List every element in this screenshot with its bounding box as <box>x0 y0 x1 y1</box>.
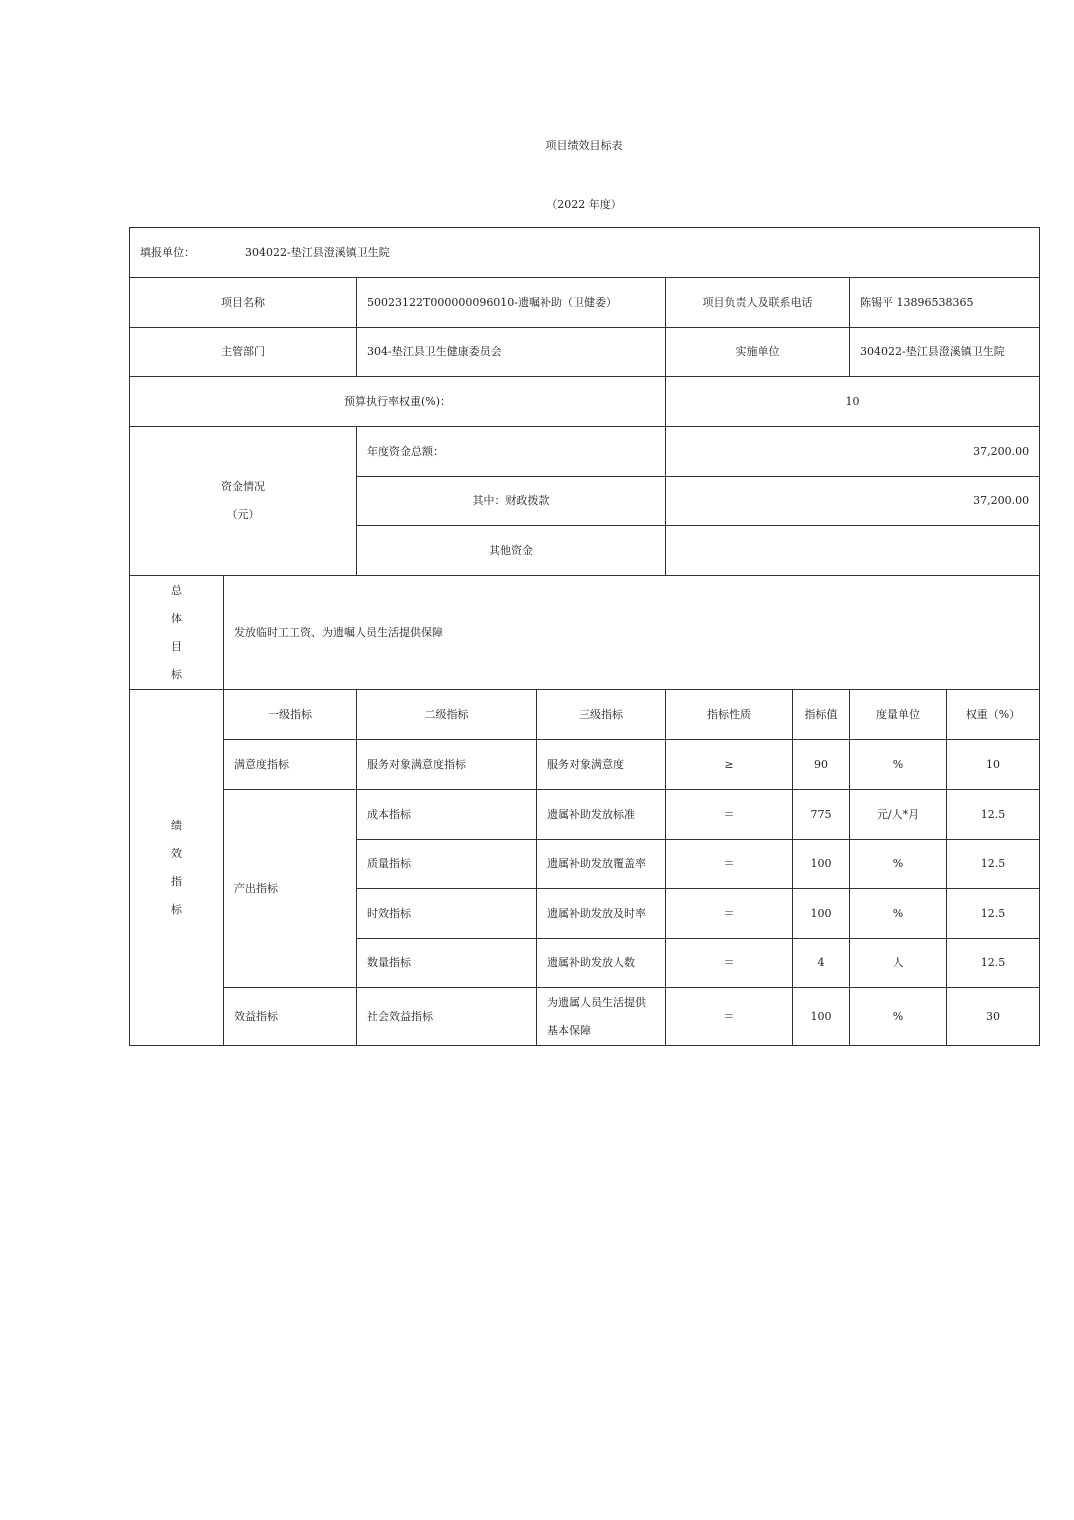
level3-cell: 遗属补助发放标准 <box>537 790 666 840</box>
header-level3: 三级指标 <box>537 690 666 740</box>
filling-unit-row <box>130 228 1040 278</box>
weight-cell: 10 <box>947 740 1040 790</box>
level2-cell: 时效指标 <box>357 889 537 939</box>
funds-other-label: 其他资金 <box>357 526 666 576</box>
funds-total-row <box>130 427 1040 477</box>
unit-cell: 元/人*月 <box>850 790 947 840</box>
level1-cell: 产出指标 <box>224 790 357 988</box>
budget-rate-value: 10 <box>666 377 1040 427</box>
level3-cell: 遗属补助发放覆盖率 <box>537 840 666 889</box>
weight-cell: 30 <box>947 988 1040 1046</box>
funds-total-label: 年度资金总额： <box>357 427 666 477</box>
perf-label: 绩 效 指 标 <box>130 690 224 1046</box>
overall-goal-label: 总 体 目 标 <box>130 576 224 690</box>
level3-cell: 遗属补助发放人数 <box>537 939 666 988</box>
project-name-value: 50023122T000000096010-遗嘱补助（卫健委） <box>357 278 666 328</box>
funds-label: 资金情况 <box>221 480 265 493</box>
overall-goal-row <box>130 576 1040 690</box>
header-level1: 一级指标 <box>224 690 357 740</box>
header-value: 指标值 <box>793 690 850 740</box>
header-level2: 二级指标 <box>357 690 537 740</box>
project-name-row <box>130 278 1040 328</box>
unit-cell: % <box>850 740 947 790</box>
nature-cell: ＝ <box>666 939 793 988</box>
nature-cell: ＝ <box>666 790 793 840</box>
level2-cell: 质量指标 <box>357 840 537 889</box>
level2-cell: 服务对象满意度指标 <box>357 740 537 790</box>
project-name-label: 项目名称 <box>130 278 357 328</box>
dept-value: 304-垫江县卫生健康委员会 <box>357 328 666 377</box>
nature-cell: ＝ <box>666 840 793 889</box>
header-weight: 权重（%） <box>947 690 1040 740</box>
impl-unit-value: 304022-垫江县澄溪镇卫生院 <box>850 328 1040 377</box>
dept-label: 主管部门 <box>130 328 357 377</box>
header-nature: 指标性质 <box>666 690 793 740</box>
project-lead-label: 项目负责人及联系电话 <box>666 278 850 328</box>
nature-cell: ＝ <box>666 988 793 1046</box>
weight-cell: 12.5 <box>947 790 1040 840</box>
nature-cell: ＝ <box>666 889 793 939</box>
level2-cell: 社会效益指标 <box>357 988 537 1046</box>
impl-unit-label: 实施单位 <box>666 328 850 377</box>
value-cell: 100 <box>793 840 850 889</box>
level2-cell: 数量指标 <box>357 939 537 988</box>
funds-label-cell <box>130 427 357 576</box>
performance-target-table <box>129 227 1040 1046</box>
report-year: （2022 年度） <box>546 198 622 211</box>
nature-cell: ≥ <box>666 740 793 790</box>
level2-cell: 成本指标 <box>357 790 537 840</box>
funds-fiscal-value: 37,200.00 <box>666 477 1040 526</box>
unit-cell: % <box>850 840 947 889</box>
level1-cell: 满意度指标 <box>224 740 357 790</box>
value-cell: 775 <box>793 790 850 840</box>
filling-unit-cell <box>130 228 1040 278</box>
funds-total-value: 37,200.00 <box>666 427 1040 477</box>
filling-unit-value: 304022-垫江县澄溪镇卫生院 <box>245 245 390 259</box>
unit-cell: 人 <box>850 939 947 988</box>
project-lead-value: 陈锡平 13896538365 <box>850 278 1040 328</box>
funds-other-value <box>666 526 1040 576</box>
funds-unit: （元） <box>226 508 260 521</box>
dept-row <box>130 328 1040 377</box>
weight-cell: 12.5 <box>947 939 1040 988</box>
level1-cell: 效益指标 <box>224 988 357 1046</box>
value-cell: 4 <box>793 939 850 988</box>
level3-cell: 服务对象满意度 <box>537 740 666 790</box>
header-unit: 度量单位 <box>850 690 947 740</box>
overall-goal-value: 发放临时工工资、为遗嘱人员生活提供保障 <box>224 576 1040 690</box>
weight-cell: 12.5 <box>947 840 1040 889</box>
table-row <box>130 790 1040 840</box>
level3-cell: 遗属补助发放及时率 <box>537 889 666 939</box>
perf-header-row <box>130 690 1040 740</box>
level3-cell: 为遗属人员生活提供基本保障 <box>537 988 666 1046</box>
filling-unit-label: 填报单位： <box>140 245 195 259</box>
value-cell: 100 <box>793 889 850 939</box>
budget-rate-label: 预算执行率权重(%)： <box>130 377 666 427</box>
value-cell: 100 <box>793 988 850 1046</box>
funds-fiscal-label: 其中：财政拨款 <box>357 477 666 526</box>
value-cell: 90 <box>793 740 850 790</box>
weight-cell: 12.5 <box>947 889 1040 939</box>
unit-cell: % <box>850 988 947 1046</box>
unit-cell: % <box>850 889 947 939</box>
budget-rate-row <box>130 377 1040 427</box>
table-row <box>130 988 1040 1046</box>
page-title: 项目绩效目标表 <box>545 139 623 152</box>
table-row <box>130 740 1040 790</box>
